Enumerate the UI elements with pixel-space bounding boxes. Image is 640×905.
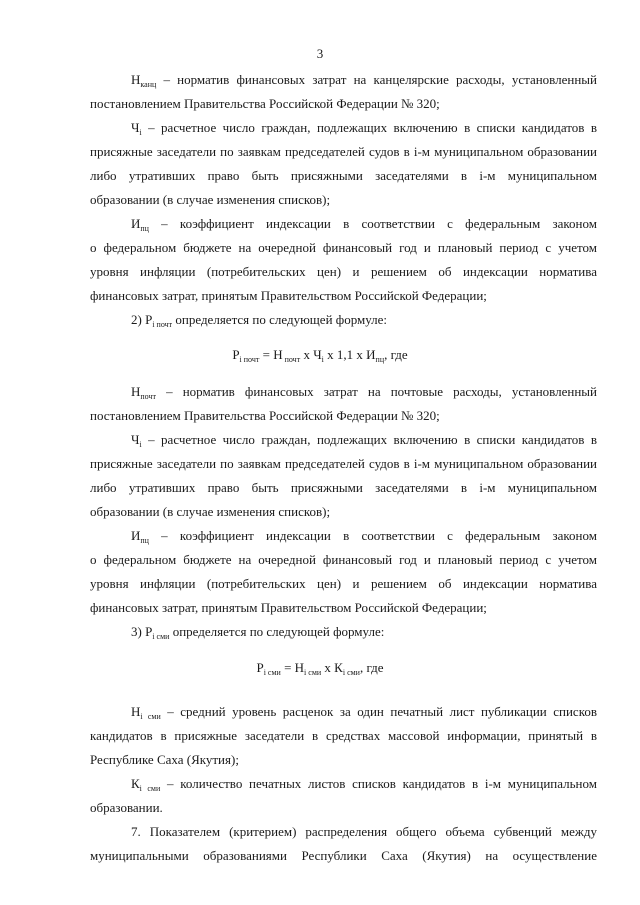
text-line: $И_{пц}$ – коэффициент индексации в соответствии с федеральным законом — [131, 528, 597, 545]
text-line: 2) $Р_{i почт}$ определяется по следующей формуле: — [131, 312, 388, 329]
text-line: присяжные заседатели по заявкам председателей судов в i-м муниципальном образовании — [90, 456, 597, 471]
formula: $Р_{i почт} = Н$ $_{почт}$ х $Ч_i$ х 1,1 х $И_{пц}$, где — [232, 347, 408, 364]
text-line: образовании (в случае изменения списков); — [90, 192, 331, 207]
text-line: образовании. — [90, 800, 163, 815]
text-line: $Н_{почт}$ – норматив финансовых затрат на почтовые расходы, установленный — [131, 384, 597, 401]
text-line: либо утративших право быть присяжными заседателями в i-м муниципальном — [90, 480, 597, 495]
text-line: 7. Показателем (критерием) распределения общего объема субвенций между — [131, 824, 597, 839]
formula: $Р_{i сми} = Н_{i сми}$ х $К_{i сми}$, где — [256, 660, 384, 677]
page-number: 3 — [316, 46, 324, 61]
text-line: о федеральном бюджете на очередной финансовый год и плановый период с учетом — [90, 240, 597, 255]
text-line: образовании (в случае изменения списков); — [90, 504, 331, 519]
text-line: постановлением Правительства Российской Федерации № 320; — [90, 96, 440, 111]
text-line: постановлением Правительства Российской Федерации № 320; — [90, 408, 440, 423]
text-line: либо утративших право быть присяжными заседателями в i-м муниципальном — [90, 168, 597, 183]
text-line: уровня инфляции (потребительских цен) и решением об индексации норматива — [90, 264, 597, 279]
text-line: $Н_{i сми}$ – средний уровень расценок за один печатный лист публикации списков — [131, 704, 597, 721]
text-line: уровня инфляции (потребительских цен) и решением об индексации норматива — [90, 576, 597, 591]
text-line: кандидатов в присяжные заседатели в средствах массовой информации, принятый в — [90, 728, 597, 743]
text-line: $Ч_i$ – расчетное число граждан, подлежащих включению в списки кандидатов в — [131, 120, 597, 137]
text-line: финансовых затрат, принятым Правительством Российской Федерации; — [90, 600, 487, 615]
text-line: $К_{i сми}$ – количество печатных листов списков кандидатов в i-м муниципальном — [131, 776, 597, 793]
text-line: о федеральном бюджете на очередной финансовый год и плановый период с учетом — [90, 552, 597, 567]
text-line: $И_{пц}$ – коэффициент индексации в соответствии с федеральным законом — [131, 216, 597, 233]
text-line: муниципальными образованиями Республики Саха (Якутия) на осуществление — [90, 848, 597, 863]
text-line: присяжные заседатели по заявкам председателей судов в i-м муниципальном образовании — [90, 144, 597, 159]
text-line: 3) $Р_{i сми}$ определяется по следующей формуле: — [131, 624, 385, 641]
text-line: финансовых затрат, принятым Правительством Российской Федерации; — [90, 288, 487, 303]
text-line: Республике Саха (Якутия); — [90, 752, 239, 767]
text-line: $Н_{канц}$ – норматив финансовых затрат на канцелярские расходы, установленный — [131, 72, 597, 89]
text-line: $Ч_i$ – расчетное число граждан, подлежащих включению в списки кандидатов в — [131, 432, 597, 449]
